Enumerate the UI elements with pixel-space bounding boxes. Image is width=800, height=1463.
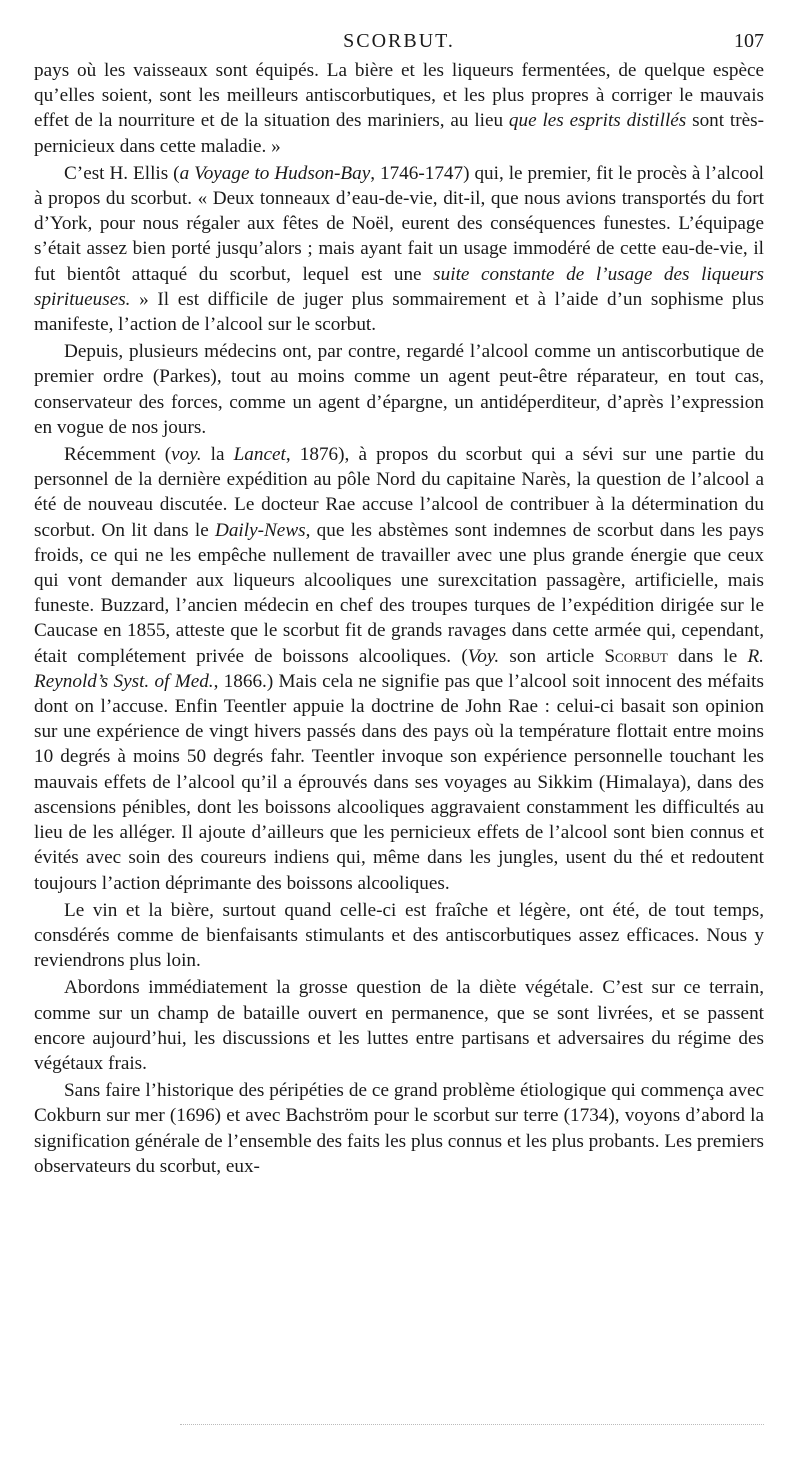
p4-daily-news: Daily-News [214, 519, 306, 541]
p4-d: , que les abstèmes sont indemnes de scorbut dans les pays froids, ce qui ne les empêche nullement de travailler avec une plus grande énergie que ceux qui vont demander aux liqueurs alcooliques une surexcitation passagère, artificielle, mais funeste. Buzzard, l’ancien médecin en chef des troupes turques de l’expédition dirigée sur le Caucase en 1855, atteste que le scorbut fit de grands ravages dans cette armée qui, cependant, était complétement privée de boissons alcooliques. ( [34, 519, 764, 667]
paragraph-1 [34, 58, 764, 159]
footer-rule [180, 1424, 764, 1425]
p4-a: Récemment ( [64, 444, 172, 466]
p2-a: C’est H. Ellis ( [64, 162, 180, 184]
p4-reynolds: R. Reynold’s Syst. of Med. [34, 645, 764, 692]
p5-text: Le vin et la bière, surtout quand celle-ci est fraîche et légère, ont été, de tout temps, consdérés comme de bienfaisants stimulants et des antiscorbutiques assez efficaces. Nous y reviendrons plus loin. [34, 899, 764, 972]
p4-e: son article [499, 645, 605, 667]
p4-g: , 1866.) Mais cela ne signifie pas que l’alcool soit innocent des méfaits dont on l’accuse. Enfin Teentler appuie la doctrine de John Rae : celui-ci basait son opinion sur une expérience de vingt hivers passés dans des pays où la température flottait entre moins 10 degrés à moins 50 degrés fahr. Teentler invoque son expérience personnelle touchant les mauvais effets de l’alcool qu’il a éprouvés dans ses voyages au Sikkim (Himalaya), dans des ascensions pénibles, dont les boissons alcooliques aggravaient constamment les difficultés au lieu de les alléger. Il ajoute d’ailleurs que les pernicieux effets de l’alcool sont bien connus et évités avec soin des coureurs indiens qui, même dans les jungles, usent du thé et redoutent toujours l’action déprimante des boissons alcooliques. [34, 670, 764, 894]
p1-text: pays où les vaisseaux sont équipés. La bière et les liqueurs fermentées, de quelque espèce qu’elles soient, sont les meilleurs antiscorbutiques, et les plus propres à corriger le mauvais effet de la nourriture et de la situation des mariniers, au lieu [34, 60, 764, 132]
paragraph-7 [34, 1078, 764, 1179]
page-number: 107 [734, 30, 764, 52]
p2-book-title: a Voyage to Hudson-Bay [179, 162, 371, 184]
p2-emphasis: suite constante de l’usage des liqueurs spiritueuses. [34, 263, 765, 310]
paragraph-3 [34, 339, 764, 440]
p4-small-caps: Scorbut [604, 645, 668, 667]
p3-text: Depuis, plusieurs médecins ont, par contre, regardé l’alcool comme un antiscorbutique de premier ordre (Parkes), tout au moins comme un agent peut-être réparateur, en tout cas, conservateur des forces, comme un agent d’épargne, un antidéperditeur, d’après l’expression en vogue de nos jours. [34, 341, 764, 438]
p4-b: la [201, 444, 234, 466]
p4-voy: voy. [171, 444, 202, 466]
p4-voy-2: Voy. [467, 645, 500, 667]
paragraph-4 [34, 442, 764, 896]
p1-tail: sont très-pernicieux dans cette maladie. » [34, 110, 764, 157]
p7-text: Sans faire l’historique des péripéties de ce grand problème étiologique qui commença avec Cokburn sur mer (1696) et avec Bachström pour le scorbut sur terre (1734), voyons d’abord la signification générale de l’ensemble des faits les plus connus et les plus probants. Les premiers observateurs du scorbut, eux- [34, 1080, 764, 1177]
body-text [34, 58, 764, 1179]
p4-f: dans le [667, 645, 748, 667]
paragraph-6 [34, 975, 764, 1076]
page-header [34, 0, 764, 58]
p4-lancet: Lancet [233, 444, 286, 466]
p1-emphasis: que les esprits distillés [508, 110, 687, 132]
p4-c: , 1876), à propos du scorbut qui a sévi sur une partie du personnel de la dernière expédition au pôle Nord du capitaine Narès, la question de l’alcool a été de nouveau discutée. Le docteur Rae accuse l’alcool de contribuer à la détermination du scorbut. On lit dans le [34, 444, 765, 541]
paragraph-5 [34, 898, 764, 974]
p6-text: Abordons immédiatement la grosse question de la diète végétale. C’est sur ce terrain, comme sur un champ de bataille ouvert en permanence, que se sont livrées, et se passent encore aujourd’hui, les discussions et les luttes entre partisans et adversaires du régime des végétaux frais. [34, 977, 764, 1074]
paragraph-2 [34, 161, 764, 337]
p2-c: » Il est difficile de juger plus sommairement et à l’aide d’un sophisme plus manifeste, l’action de l’alcool sur le scorbut. [34, 288, 764, 336]
p2-b: , 1746-1747) qui, le premier, fit le procès à l’alcool à propos du scorbut. « Deux tonneaux d’eau-de-vie, dit-il, que nous avions transportés du fort d’York, pour nous régaler aux fêtes de Noël, eurent des conséquences funestes. L’équipage s’était assez bien porté jusqu’alors ; mais ayant fait un usage immodéré de cette eau-de-vie, il fut bientôt attaqué du scorbut, lequel est une [34, 162, 764, 285]
running-title: SCORBUT. [343, 30, 455, 52]
